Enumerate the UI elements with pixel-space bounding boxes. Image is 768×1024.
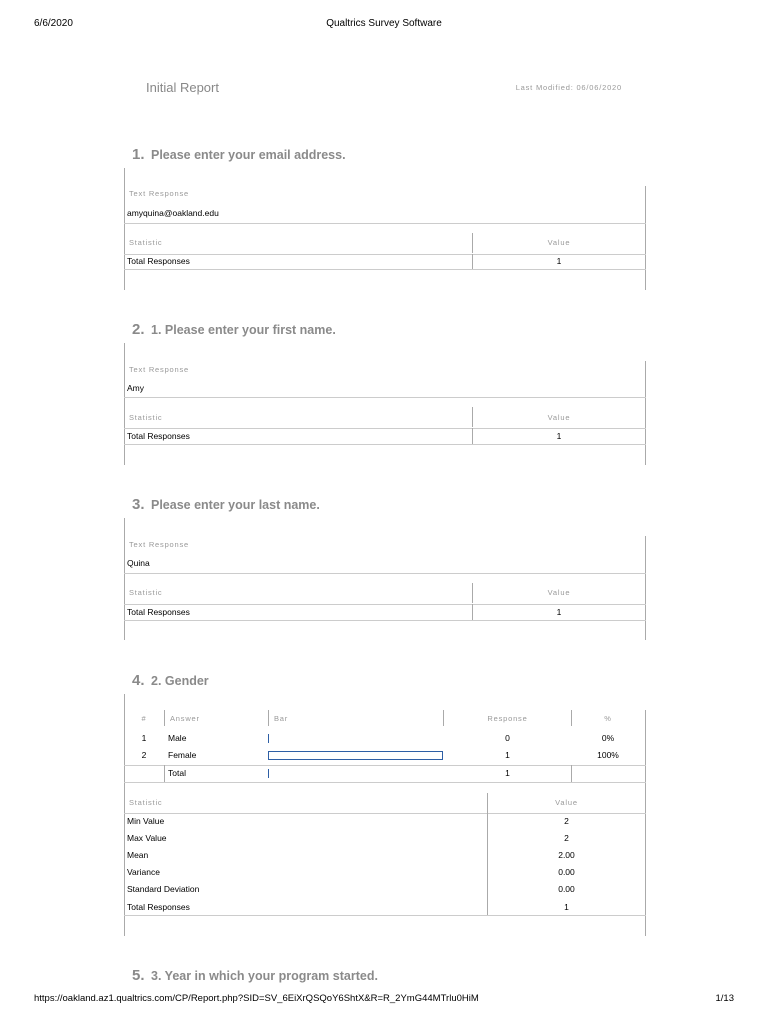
answer-row-pct: 0% <box>601 733 615 743</box>
value-header: Value <box>555 798 578 807</box>
answer-bar <box>268 734 269 743</box>
answer-row-num: 1 <box>141 733 147 743</box>
answer-row-label: Male <box>168 733 187 743</box>
page-number: 1/13 <box>715 993 734 1004</box>
question-text: Please enter your last name. <box>151 498 320 512</box>
answer-bar <box>268 751 443 760</box>
question-2-title <box>132 321 336 338</box>
text-response-value: amyquina@oakland.edu <box>127 208 219 218</box>
answer-row-pct: 100% <box>597 750 619 760</box>
answer-row-response: 1 <box>505 750 510 760</box>
statistic-header: Statistic <box>129 413 163 422</box>
total-responses-value: 1 <box>556 607 562 617</box>
total-responses-value: 1 <box>556 256 562 266</box>
last-modified: Last Modified: 06/06/2020 <box>515 83 622 92</box>
question-3-block <box>124 518 646 640</box>
statistic-header: Statistic <box>129 238 163 247</box>
question-number: 4. <box>132 672 145 689</box>
question-2-block <box>124 343 646 465</box>
question-text: Please enter your email address. <box>151 148 346 162</box>
statistic-header: Statistic <box>129 588 163 597</box>
stat-name: Variance <box>127 867 160 877</box>
stat-name: Mean <box>127 850 149 860</box>
stat-value: 2.00 <box>558 850 575 860</box>
print-url: https://oakland.az1.qualtrics.com/CP/Report.php?SID=SV_6EiXrQSQoY6ShtX&R=R_2YmG44MTrlu0HiM <box>34 993 479 1004</box>
question-number: 2. <box>132 321 145 338</box>
total-responses-label: Total Responses <box>127 607 190 617</box>
col-response-header: Response <box>487 714 528 723</box>
question-1-title <box>132 146 346 163</box>
total-responses-label: Total Responses <box>127 431 190 441</box>
total-responses-label: Total Responses <box>127 256 190 266</box>
answer-row-label: Female <box>168 750 197 760</box>
question-3-title <box>132 496 320 513</box>
stat-value: 0.00 <box>558 867 575 877</box>
print-date: 6/6/2020 <box>34 18 73 29</box>
question-text: 1. Please enter your first name. <box>151 323 336 337</box>
text-response-label: Text Response <box>129 540 190 549</box>
col-bar-header: Bar <box>274 714 289 723</box>
print-title: Qualtrics Survey Software <box>326 18 442 29</box>
question-text: 3. Year in which your program started. <box>151 969 378 983</box>
value-header: Value <box>547 238 571 247</box>
stat-name: Standard Deviation <box>127 884 200 894</box>
total-responses-value: 1 <box>556 431 562 441</box>
question-4-block <box>124 694 646 936</box>
question-number: 3. <box>132 496 145 513</box>
text-response-label: Text Response <box>129 189 190 198</box>
total-row-response: 1 <box>505 768 510 778</box>
question-5-title <box>132 967 378 984</box>
text-response-label: Text Response <box>129 365 190 374</box>
stat-value: 1 <box>564 902 569 912</box>
value-header: Value <box>547 588 571 597</box>
value-header: Value <box>547 413 571 422</box>
question-number: 5. <box>132 967 145 984</box>
text-response-value: Quina <box>127 558 150 568</box>
question-4-title <box>132 672 209 689</box>
answer-row-num: 2 <box>141 750 147 760</box>
print-footer <box>0 993 768 1007</box>
stat-value: 2 <box>564 816 569 826</box>
col-answer-header: Answer <box>170 714 200 723</box>
stat-name: Max Value <box>127 833 167 843</box>
answer-row-response: 0 <box>505 733 510 743</box>
question-number: 1. <box>132 146 145 163</box>
question-1-block <box>124 168 646 290</box>
stat-value: 0.00 <box>558 884 575 894</box>
total-row-label: Total <box>168 768 186 778</box>
col-num-header: # <box>141 714 147 723</box>
stat-value: 2 <box>564 833 569 843</box>
statistic-header: Statistic <box>129 798 163 807</box>
print-header <box>0 18 768 32</box>
text-response-value: Amy <box>127 383 144 393</box>
stat-name: Min Value <box>127 816 165 826</box>
stat-name: Total Responses <box>127 902 190 912</box>
report-title: Initial Report <box>146 80 219 95</box>
total-bar <box>268 769 269 778</box>
col-pct-header: % <box>604 714 612 723</box>
question-text: 2. Gender <box>151 674 209 688</box>
